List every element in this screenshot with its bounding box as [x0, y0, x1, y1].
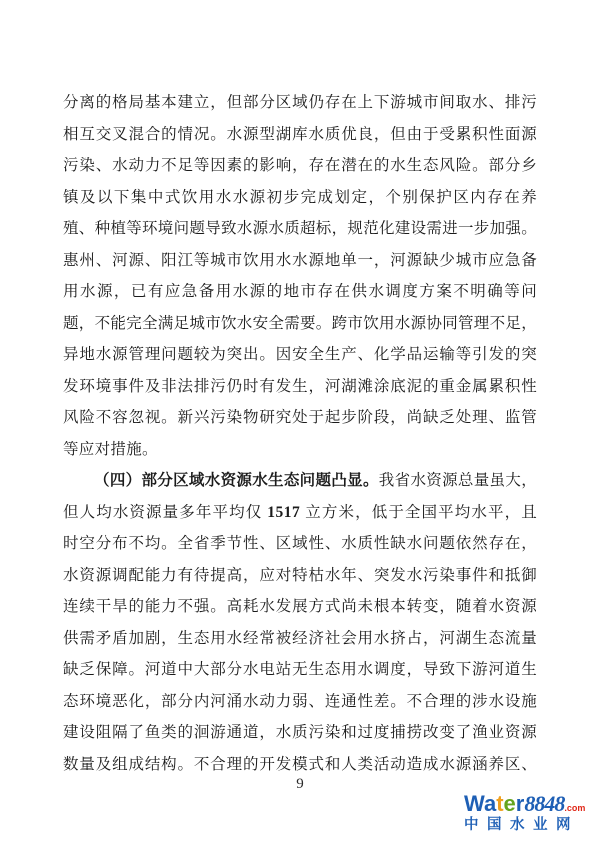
body-line: 时空分布不均。全省季节性、区域性、水质性缺水问题依然存在，	[63, 535, 537, 552]
paragraph-last-line: 等应对措施。	[63, 440, 158, 458]
body-text: 我省水资源总量虽大，	[378, 472, 537, 489]
body-text: 但人均水资源量多年平均仅	[63, 503, 268, 521]
body-line: 态环境恶化，部分内河涌水动力弱、连通性差。不合理的涉水设施	[63, 692, 537, 710]
body-line: 缺乏保障。河道中大部分水电站无生态用水调度，导致下游河道生	[63, 661, 537, 678]
document-body	[63, 87, 537, 780]
statistic-value: 1517	[267, 503, 301, 521]
body-line: 建设阻隔了鱼类的洄游通道，水质污染和过度捕捞改变了渔业资源	[63, 724, 537, 741]
logo-letter-r: r	[515, 791, 525, 816]
logo-letter-wa: Wa	[464, 791, 497, 816]
body-line: 殖、种植等环境问题导致水源水质超标，规范化建设需进一步加强。	[63, 220, 538, 237]
body-line: 污染、水动力不足等因素的影响，存在潜在的水生态风险。部分乡	[63, 157, 537, 174]
body-line: 相互交叉混合的情况。水源型湖库水质优良，但由于受累积性面源	[63, 125, 537, 143]
body-line: 镇及以下集中式饮用水水源初步完成划定，个别保护区内存在养	[63, 188, 537, 206]
body-line: 供需矛盾加剧，生态用水经常被经济社会用水挤占，河湖生态流量	[63, 629, 537, 647]
logo-domain-suffix: .com	[564, 803, 586, 813]
section-heading: （四）部分区域水资源水生态问题凸显。	[94, 472, 379, 489]
body-line: 惠州、河源、阳江等城市饮用水水源地单一，河源缺少城市应急备	[63, 251, 537, 269]
body-line: 分离的格局基本建立，但部分区域仍存在上下游城市间取水、排污	[63, 94, 537, 111]
body-line: 风险不容忽视。新兴污染物研究处于起步阶段，尚缺乏处理、监管	[63, 409, 537, 426]
body-line: 连续干旱的能力不强。高耗水发展方式尚未根本转变，随着水资源	[63, 598, 537, 615]
section-heading-line	[63, 465, 537, 497]
logo-letter-t: t	[496, 791, 504, 816]
logo-wordmark	[464, 793, 592, 815]
body-line: 水资源调配能力有待提高，应对特枯水年、突发水污染事件和抵御	[63, 566, 537, 584]
body-line: 用水源，已有应急备用水源的地市存在供水调度方案不明确等问	[63, 283, 537, 300]
body-line	[63, 497, 537, 529]
page-number: 9	[296, 776, 304, 792]
body-text: 立方米，低于全国平均水平，且	[300, 503, 537, 521]
water8848-watermark-logo	[464, 793, 592, 833]
logo-letter-e: e	[503, 791, 516, 816]
logo-number: 8848	[524, 791, 565, 816]
body-line: 题，不能完全满足城市饮水安全需要。跨市饮用水源协同管理不足，	[63, 314, 538, 332]
body-line: 异地水源管理问题较为突出。因安全生产、化学品运输等引发的突	[63, 346, 537, 363]
body-line: 发环境事件及非法排污仍时有发生，河湖滩涂底泥的重金属累积性	[63, 377, 537, 395]
body-line: 数量及组成结构。不合理的开发模式和人类活动造成水源涵养区、	[63, 755, 537, 773]
logo-chinese-name: 中国水业网	[464, 817, 579, 833]
